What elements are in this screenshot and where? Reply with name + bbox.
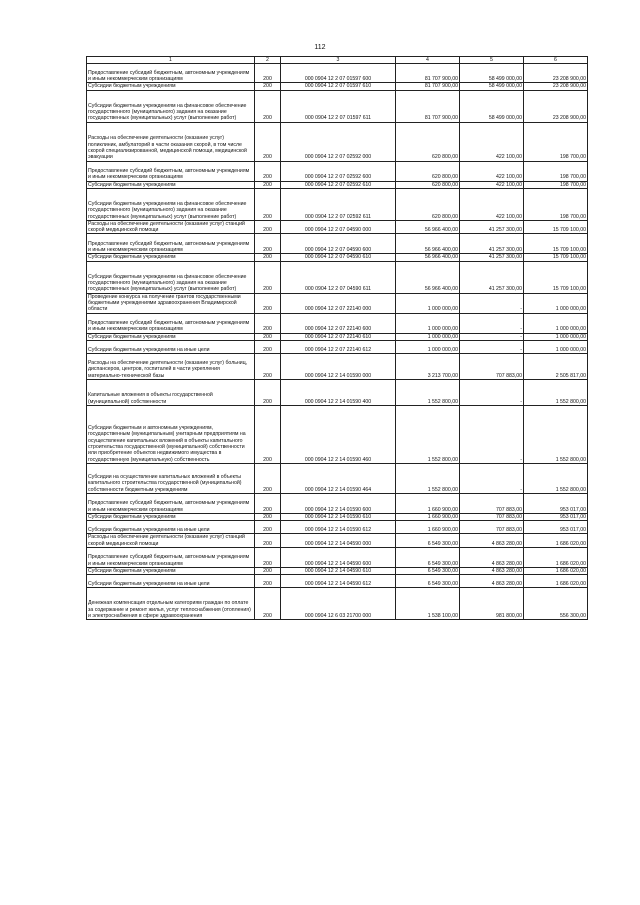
row-amount-regional-cell: 198 700,00 — [524, 122, 588, 161]
row-name-cell: Расходы на обеспечение деятельности (оказание услуг) станций скорой медицинской помощи — [87, 534, 255, 548]
column-header: 2 — [255, 57, 281, 64]
row-kbk-cell: 000 0904 12 2 07 04590 610 — [281, 254, 396, 261]
row-code-cell: 200 — [255, 567, 281, 574]
row-amount-regional-cell: 15 709 100,00 — [524, 254, 588, 261]
row-amount-regional-cell: 1 000 000,00 — [524, 340, 588, 353]
row-amount-total-cell: 1 000 000,00 — [396, 293, 460, 313]
row-amount-regional-cell: 23 208 900,00 — [524, 64, 588, 83]
row-amount-regional-cell: 23 208 900,00 — [524, 90, 588, 122]
table-row — [87, 379, 588, 405]
table-row — [87, 575, 588, 588]
row-name-cell: Денежная компенсация отдельным категориям граждан по оплате за содержание и ремонт жилья, услуг теплоснабжения (отопления) и электроснабжения в сфере здравоохранения — [87, 588, 255, 620]
row-amount-federal-cell: 58 499 000,00 — [460, 64, 524, 83]
column-header: 3 — [281, 57, 396, 64]
row-amount-total-cell: 56 966 400,00 — [396, 261, 460, 293]
row-amount-federal-cell: 41 257 300,00 — [460, 254, 524, 261]
row-code-cell: 200 — [255, 353, 281, 379]
row-code-cell: 200 — [255, 379, 281, 405]
row-name-cell: Субсидии бюджетным учреждениям — [87, 567, 255, 574]
row-code-cell: 200 — [255, 313, 281, 333]
row-amount-total-cell: 56 966 400,00 — [396, 234, 460, 254]
row-kbk-cell: 000 0904 12 2 07 01597 611 — [281, 90, 396, 122]
row-code-cell: 200 — [255, 293, 281, 313]
row-amount-federal-cell: 981 800,00 — [460, 588, 524, 620]
row-code-cell: 200 — [255, 64, 281, 83]
row-kbk-cell: 000 0904 12 2 07 04590 000 — [281, 220, 396, 234]
row-kbk-cell: 000 0904 12 2 14 01590 464 — [281, 463, 396, 493]
column-header: 6 — [524, 57, 588, 64]
row-code-cell: 200 — [255, 340, 281, 353]
row-amount-federal-cell: - — [460, 293, 524, 313]
row-amount-federal-cell: - — [460, 463, 524, 493]
row-kbk-cell: 000 0904 12 2 07 01597 600 — [281, 64, 396, 83]
row-code-cell: 200 — [255, 90, 281, 122]
row-name-cell: Капитальные вложения в объекты государственной (муниципальной) собственности — [87, 379, 255, 405]
row-kbk-cell: 000 0904 12 2 07 02592 611 — [281, 188, 396, 220]
row-code-cell: 200 — [255, 161, 281, 181]
row-amount-total-cell: 81 707 900,00 — [396, 83, 460, 90]
row-kbk-cell: 000 0904 12 2 07 01597 610 — [281, 83, 396, 90]
row-amount-federal-cell: 422 100,00 — [460, 188, 524, 220]
row-amount-total-cell: 1 552 800,00 — [396, 463, 460, 493]
row-kbk-cell: 000 0904 12 2 07 22140 000 — [281, 293, 396, 313]
row-code-cell: 200 — [255, 405, 281, 463]
row-kbk-cell: 000 0904 12 2 14 04590 600 — [281, 547, 396, 567]
row-amount-total-cell: 6 549 300,00 — [396, 567, 460, 574]
table-row — [87, 353, 588, 379]
row-amount-regional-cell: 953 017,00 — [524, 521, 588, 534]
row-name-cell: Предоставление субсидий бюджетным, автономным учреждениям и иным некоммерческим организациям — [87, 234, 255, 254]
row-amount-total-cell: 56 966 400,00 — [396, 220, 460, 234]
row-amount-regional-cell: 15 709 100,00 — [524, 234, 588, 254]
row-kbk-cell: 000 0904 12 2 14 01590 400 — [281, 379, 396, 405]
column-header: 1 — [87, 57, 255, 64]
table-row — [87, 340, 588, 353]
row-code-cell: 200 — [255, 254, 281, 261]
table-row — [87, 188, 588, 220]
row-kbk-cell: 000 0904 12 2 14 01590 000 — [281, 353, 396, 379]
row-code-cell: 200 — [255, 534, 281, 548]
row-amount-total-cell: 620 800,00 — [396, 161, 460, 181]
row-amount-regional-cell: 15 709 100,00 — [524, 220, 588, 234]
row-code-cell: 200 — [255, 181, 281, 188]
row-amount-federal-cell: - — [460, 379, 524, 405]
row-amount-regional-cell: 1 552 800,00 — [524, 405, 588, 463]
row-amount-regional-cell: 1 000 000,00 — [524, 333, 588, 340]
row-kbk-cell: 000 0904 12 2 07 04590 611 — [281, 261, 396, 293]
row-amount-federal-cell: 422 100,00 — [460, 161, 524, 181]
row-amount-total-cell: 3 213 700,00 — [396, 353, 460, 379]
row-amount-federal-cell: 4 863 280,00 — [460, 534, 524, 548]
row-code-cell: 200 — [255, 521, 281, 534]
row-amount-regional-cell: 198 700,00 — [524, 181, 588, 188]
row-name-cell: Предоставление субсидий бюджетным, автономным учреждениям и иным некоммерческим организациям — [87, 493, 255, 513]
row-amount-regional-cell: 1 000 000,00 — [524, 313, 588, 333]
table-row — [87, 234, 588, 254]
row-kbk-cell: 000 0904 12 2 07 02592 610 — [281, 181, 396, 188]
row-name-cell: Субсидии бюджетным учреждениям на иные цели — [87, 575, 255, 588]
table-row — [87, 122, 588, 161]
row-amount-regional-cell: 953 017,00 — [524, 493, 588, 513]
row-code-cell: 200 — [255, 547, 281, 567]
row-kbk-cell: 000 0904 12 2 14 04590 610 — [281, 567, 396, 574]
row-amount-regional-cell: 23 208 900,00 — [524, 83, 588, 90]
row-name-cell: Предоставление субсидий бюджетным, автономным учреждениям и иным некоммерческим организациям — [87, 313, 255, 333]
row-code-cell: 200 — [255, 122, 281, 161]
table-row — [87, 83, 588, 90]
column-header: 5 — [460, 57, 524, 64]
row-amount-regional-cell: 198 700,00 — [524, 188, 588, 220]
row-code-cell: 200 — [255, 188, 281, 220]
row-kbk-cell: 000 0904 12 2 07 22140 600 — [281, 313, 396, 333]
row-name-cell: Субсидии бюджетным учреждениям на финансовое обеспечение государственного (муниципального) задания на оказание государственных (муниципальных) услуг (выполнение работ) — [87, 188, 255, 220]
row-amount-federal-cell: 707 883,00 — [460, 353, 524, 379]
row-name-cell: Расходы на обеспечение деятельности (оказание услуг) поликлиник, амбулаторий в части оказания скорой, в том числе скорой специализированной, медицинской помощи, медицинской эвакуации — [87, 122, 255, 161]
column-header: 4 — [396, 57, 460, 64]
row-amount-regional-cell: 1 000 000,00 — [524, 293, 588, 313]
row-amount-total-cell: 1 000 000,00 — [396, 333, 460, 340]
row-name-cell: Субсидии бюджетным учреждениям на иные цели — [87, 340, 255, 353]
table-body — [87, 64, 588, 620]
budget-table — [86, 56, 588, 620]
row-amount-federal-cell: 58 499 000,00 — [460, 83, 524, 90]
row-amount-regional-cell: 2 505 817,00 — [524, 353, 588, 379]
row-amount-federal-cell: 41 257 300,00 — [460, 234, 524, 254]
row-kbk-cell: 000 0904 12 2 07 22140 610 — [281, 333, 396, 340]
table-row — [87, 521, 588, 534]
row-amount-total-cell: 1 552 800,00 — [396, 405, 460, 463]
row-code-cell: 200 — [255, 513, 281, 520]
row-amount-federal-cell: 707 883,00 — [460, 513, 524, 520]
row-kbk-cell: 000 0904 12 2 14 01590 612 — [281, 521, 396, 534]
table-row — [87, 261, 588, 293]
row-amount-federal-cell: - — [460, 405, 524, 463]
row-name-cell: Предоставление субсидий бюджетным, автономным учреждениям и иным некоммерческим организациям — [87, 161, 255, 181]
row-kbk-cell: 000 0904 12 2 07 02592 000 — [281, 122, 396, 161]
row-amount-regional-cell: 556 300,00 — [524, 588, 588, 620]
row-kbk-cell: 000 0904 12 2 14 04590 612 — [281, 575, 396, 588]
row-name-cell: Субсидии на осуществление капитальных вложений в объекты капитального строительства государственной (муниципальной) собственности бюджетным учреждениям — [87, 463, 255, 493]
row-amount-total-cell: 620 800,00 — [396, 122, 460, 161]
row-code-cell: 200 — [255, 261, 281, 293]
row-name-cell: Субсидии бюджетным учреждениям на финансовое обеспечение государственного (муниципального) задания на оказание государственных (муниципальных) услуг (выполнение работ) — [87, 90, 255, 122]
row-amount-total-cell: 1 000 000,00 — [396, 340, 460, 353]
row-amount-federal-cell: 707 883,00 — [460, 521, 524, 534]
row-amount-total-cell: 1 552 800,00 — [396, 379, 460, 405]
row-name-cell: Субсидии бюджетным учреждениям на иные цели — [87, 521, 255, 534]
row-amount-total-cell: 620 800,00 — [396, 181, 460, 188]
row-amount-total-cell: 1 660 900,00 — [396, 493, 460, 513]
table-row — [87, 293, 588, 313]
row-amount-regional-cell: 1 686 020,00 — [524, 547, 588, 567]
table-row — [87, 463, 588, 493]
row-amount-regional-cell: 1 552 800,00 — [524, 379, 588, 405]
row-amount-total-cell: 81 707 900,00 — [396, 64, 460, 83]
table-row — [87, 405, 588, 463]
row-code-cell: 200 — [255, 575, 281, 588]
table-row — [87, 64, 588, 83]
row-amount-regional-cell: 15 709 100,00 — [524, 261, 588, 293]
row-amount-regional-cell: 1 552 800,00 — [524, 463, 588, 493]
row-code-cell: 200 — [255, 83, 281, 90]
row-amount-federal-cell: - — [460, 333, 524, 340]
table-header-row — [87, 57, 588, 64]
row-amount-regional-cell: 1 686 020,00 — [524, 534, 588, 548]
table-row — [87, 181, 588, 188]
row-code-cell: 200 — [255, 333, 281, 340]
row-amount-federal-cell: - — [460, 340, 524, 353]
row-code-cell: 200 — [255, 220, 281, 234]
row-amount-federal-cell: - — [460, 313, 524, 333]
row-amount-total-cell: 81 707 900,00 — [396, 90, 460, 122]
row-amount-regional-cell: 198 700,00 — [524, 161, 588, 181]
row-amount-federal-cell: 58 499 000,00 — [460, 90, 524, 122]
row-kbk-cell: 000 0904 12 2 14 01590 460 — [281, 405, 396, 463]
row-amount-federal-cell: 4 863 280,00 — [460, 547, 524, 567]
table-row — [87, 493, 588, 513]
table-row — [87, 333, 588, 340]
row-name-cell: Субсидии бюджетным и автономным учреждениям, государственным (муниципальным) унитарным предприятиям на осуществление капитальных вложений в объекты капитального строительства государственной (муниципальной) собственности или приобретение объектов недвижимого имущества в государственную (муниципальную) собственность — [87, 405, 255, 463]
row-code-cell: 200 — [255, 588, 281, 620]
row-name-cell: Субсидии бюджетным учреждениям на финансовое обеспечение государственного (муниципального) задания на оказание государственных (муниципальных) услуг (выполнение работ) — [87, 261, 255, 293]
row-kbk-cell: 000 0904 12 2 07 02592 600 — [281, 161, 396, 181]
row-code-cell: 200 — [255, 463, 281, 493]
row-amount-federal-cell: 4 863 280,00 — [460, 567, 524, 574]
row-amount-total-cell: 6 549 300,00 — [396, 547, 460, 567]
row-name-cell: Субсидии бюджетным учреждениям — [87, 513, 255, 520]
row-name-cell: Проведение конкурса на получение грантов государственными бюджетными учреждениями здравоохранения Владимирской области — [87, 293, 255, 313]
row-amount-federal-cell: 4 863 280,00 — [460, 575, 524, 588]
row-amount-total-cell: 1 000 000,00 — [396, 313, 460, 333]
row-kbk-cell: 000 0904 12 2 07 04590 600 — [281, 234, 396, 254]
row-name-cell: Расходы на обеспечение деятельности (оказание услуг) станций скорой медицинской помощи — [87, 220, 255, 234]
table-row — [87, 534, 588, 548]
row-kbk-cell: 000 0904 12 2 07 22140 612 — [281, 340, 396, 353]
table-row — [87, 161, 588, 181]
table-row — [87, 547, 588, 567]
row-amount-federal-cell: 422 100,00 — [460, 181, 524, 188]
row-code-cell: 200 — [255, 234, 281, 254]
row-name-cell: Субсидии бюджетным учреждениям — [87, 181, 255, 188]
table-row — [87, 254, 588, 261]
row-amount-total-cell: 1 660 900,00 — [396, 513, 460, 520]
row-kbk-cell: 000 0904 12 2 14 01590 600 — [281, 493, 396, 513]
row-amount-regional-cell: 953 017,00 — [524, 513, 588, 520]
row-code-cell: 200 — [255, 493, 281, 513]
row-amount-total-cell: 1 660 900,00 — [396, 521, 460, 534]
table-row — [87, 90, 588, 122]
row-amount-regional-cell: 1 686 020,00 — [524, 567, 588, 574]
row-name-cell: Субсидии бюджетным учреждениям — [87, 254, 255, 261]
row-kbk-cell: 000 0904 12 6 03 21700 000 — [281, 588, 396, 620]
row-amount-federal-cell: 422 100,00 — [460, 122, 524, 161]
row-amount-federal-cell: 41 257 300,00 — [460, 220, 524, 234]
row-name-cell: Субсидии бюджетным учреждениям — [87, 83, 255, 90]
row-amount-total-cell: 56 966 400,00 — [396, 254, 460, 261]
table-row — [87, 513, 588, 520]
row-amount-total-cell: 6 549 300,00 — [396, 534, 460, 548]
row-name-cell: Расходы на обеспечение деятельности (оказание услуг) больниц, диспансеров, центров, госпиталей в части укрепления материально-технической базы — [87, 353, 255, 379]
row-amount-total-cell: 6 549 300,00 — [396, 575, 460, 588]
table-row — [87, 313, 588, 333]
row-amount-regional-cell: 1 686 020,00 — [524, 575, 588, 588]
row-amount-total-cell: 620 800,00 — [396, 188, 460, 220]
row-kbk-cell: 000 0904 12 2 14 01590 610 — [281, 513, 396, 520]
row-name-cell: Предоставление субсидий бюджетным, автономным учреждениям и иным некоммерческим организациям — [87, 547, 255, 567]
row-name-cell: Субсидии бюджетным учреждениям — [87, 333, 255, 340]
page-number: 112 — [314, 44, 326, 51]
row-kbk-cell: 000 0904 12 2 14 04590 000 — [281, 534, 396, 548]
row-amount-federal-cell: 41 257 300,00 — [460, 261, 524, 293]
table-row — [87, 588, 588, 620]
row-amount-total-cell: 1 538 100,00 — [396, 588, 460, 620]
row-amount-federal-cell: 707 883,00 — [460, 493, 524, 513]
row-name-cell: Предоставление субсидий бюджетным, автономным учреждениям и иным некоммерческим организациям — [87, 64, 255, 83]
table-row — [87, 220, 588, 234]
table-row — [87, 567, 588, 574]
